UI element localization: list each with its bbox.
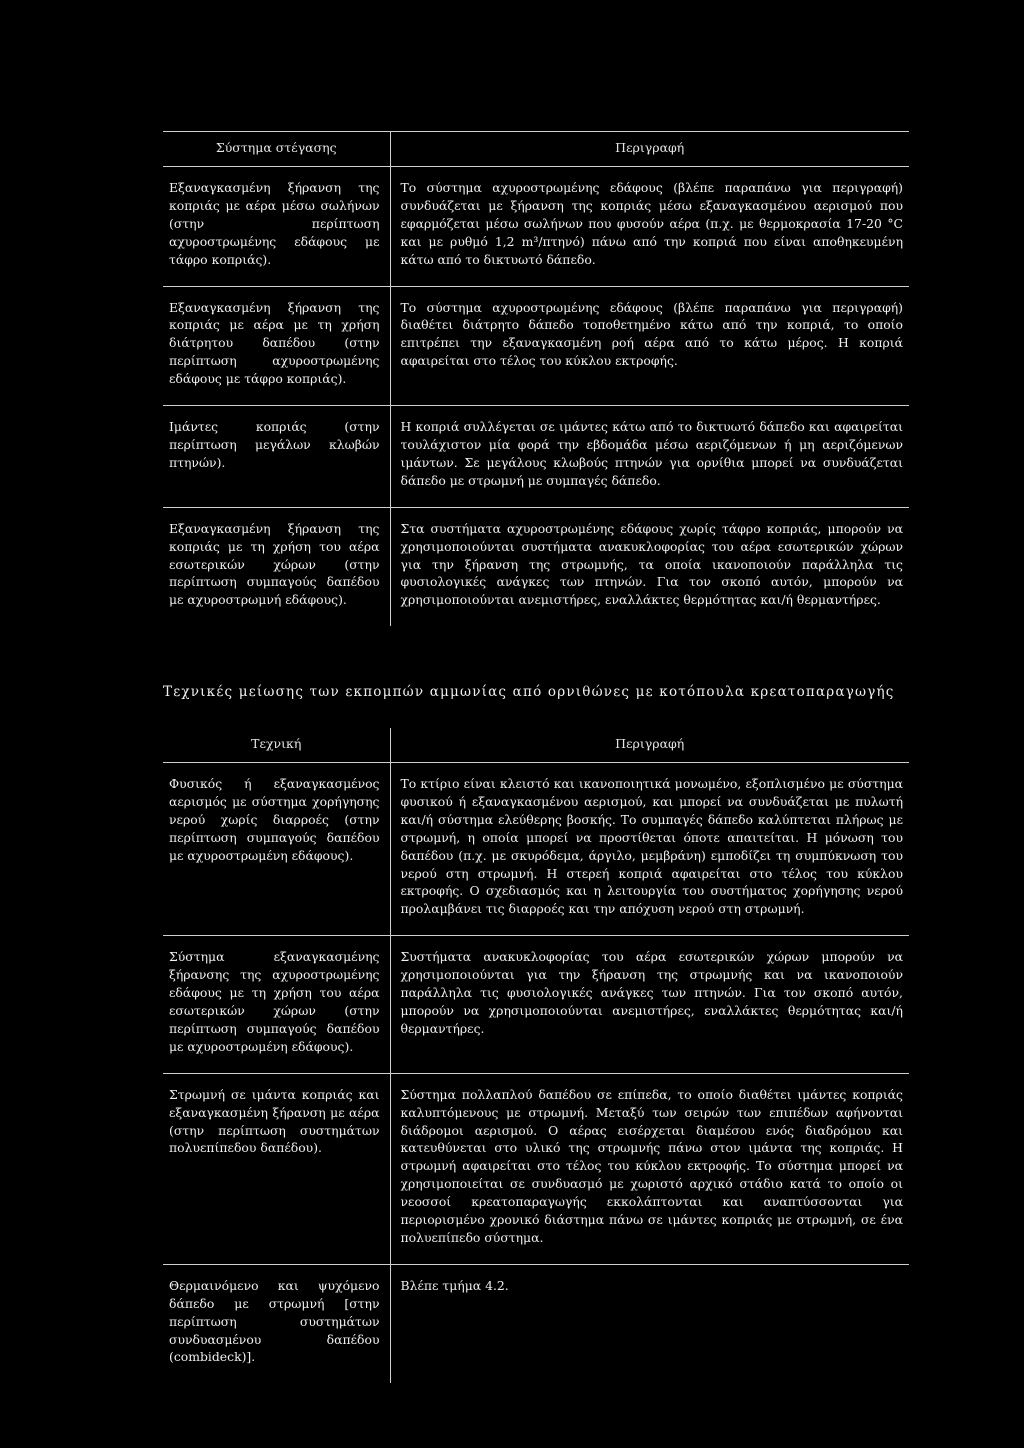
technique-cell: Στρωμνή σε ιμάντα κοπριάς και εξαναγκασμένη ξήρανση με αέρα (στην περίπτωση συστημάτων πολυεπίπεδου δαπέδου).	[163, 1073, 390, 1264]
column-header-housing-system: Σύστημα στέγασης	[163, 132, 390, 167]
column-header-technique: Τεχνική	[163, 728, 390, 763]
broiler-techniques-table	[163, 728, 909, 1383]
housing-systems-table	[163, 131, 909, 626]
description-cell: Το σύστημα αχυροστρωμένης εδάφους (βλέπε παραπάνω για περιγραφή) διαθέτει διάτρητο δάπεδο τοποθετημένο κάτω από την κοπριά, το οποίο επιτρέπει την εξαναγκασμένη ροή αέρα από το κάτω μέρος. Η κοπριά αφαιρείται στο τέλος του κύκλου εκτροφής.	[390, 286, 909, 406]
description-cell: Συστήματα ανακυκλοφορίας του αέρα εσωτερικών χώρων μπορούν να χρησιμοποιούνται για την ξήρανση της στρωμνής και να ικανοποιούν παράλληλα τις φυσιολογικές ανάγκες των πτηνών. Για τον σκοπό αυτόν, μπορούν να χρησιμοποιούνται ανεμιστήρες, εναλλάκτες θερμότητας και/ή θερμαντήρες.	[390, 936, 909, 1073]
table-header-row	[163, 132, 909, 167]
technique-cell: Θερμαινόμενο και ψυχόμενο δάπεδο με στρωμνή [στην περίπτωση συστημάτων συνδυασμένου δαπέδου (combideck)].	[163, 1264, 390, 1383]
table-row	[163, 936, 909, 1073]
table-row	[163, 1264, 909, 1383]
section-title: Τεχνικές μείωσης των εκπομπών αμμωνίας από ορνιθώνες με κοτόπουλα κρεατοπαραγωγής	[163, 684, 895, 700]
description-cell: Σύστημα πολλαπλού δαπέδου σε επίπεδα, το οποίο διαθέτει ιμάντες κοπριάς καλυπτόμενους με στρωμνή. Μεταξύ των σειρών των επιπέδων αφήνονται διάδρομοι αερισμού. Ο αέρας εισέρχεται διαμέσου ενός διαδρόμου και κατευθύνεται στο υλικό της στρωμνής πάνω στον ιμάντα της κοπριάς. Η στρωμνή αφαιρείται στο τέλος του κύκλου εκτροφής. Το σύστημα μπορεί να χρησιμοποιείται σε συνδυασμό με χωριστό αρχικό στάδιο κατά το οποίο οι νεοσσοί κρεατοπαραγωγής εκκολάπτονται και αναπτύσσονται για περιορισμένο χρονικό διάστημα πάνω σε ιμάντες κοπριάς με στρωμνή, σε ένα πολυεπίπεδο σύστημα.	[390, 1073, 909, 1264]
technique-cell: Φυσικός ή εξαναγκασμένος αερισμός με σύστημα χορήγησης νερού χωρίς διαρροές (στην περίπτωση συμπαγούς δαπέδου με αχυροστρωμένη εδάφους).	[163, 763, 390, 936]
table-row	[163, 286, 909, 406]
technique-cell: Ιμάντες κοπριάς (στην περίπτωση μεγάλων κλωβών πτηνών).	[163, 406, 390, 508]
description-cell: Βλέπε τμήμα 4.2.	[400, 1277, 509, 1293]
description-cell: Το κτίριο είναι κλειστό και ικανοποιητικά μονωμένο, εξοπλισμένο με σύστημα φυσικού ή εξαναγκασμένου αερισμού, και μπορεί να συνδυάζεται με πυλωτή και/ή σύστημα ελεύθερης βοσκής. Το συμπαγές δάπεδο καλύπτεται πλήρως με στρωμνή, η οποία μπορεί να προστίθεται όποτε απαιτείται. Η μόνωση του δαπέδου (π.χ. με σκυρόδεμα, άργιλο, μεμβράνη) εμποδίζει τη συμπύκνωση του νερού στη στρωμνή. Η στερεή κοπριά αφαιρείται στο τέλος του κύκλου εκτροφής. Ο σχεδιασμός και η λειτουργία του συστήματος χορήγησης νερού προλαμβάνει τις διαρροές και την απόχυση νερού στη στρωμνή.	[390, 763, 909, 936]
description-cell: Το σύστημα αχυροστρωμένης εδάφους (βλέπε παραπάνω για περιγραφή) συνδυάζεται με ξήρανση της κοπριάς μέσω εξαναγκασμένου αερισμού που εφαρμόζεται μέσω σωλήνων που φυσούν αέρα (π.χ. με θερμοκρασία 17-20 °C και με ρυθμό 1,2 m³/πτηνό) πάνω από την κοπριά που είναι αποθηκευμένη κάτω από το δικτυωτό δάπεδο.	[390, 167, 909, 287]
technique-cell: Σύστημα εξαναγκασμένης ξήρανσης της αχυροστρωμένης εδάφους με τη χρήση του αέρα εσωτερικών χώρων (στην περίπτωση συμπαγούς δαπέδου με αχυροστρωμένη εδάφους).	[163, 936, 390, 1073]
technique-cell: Εξαναγκασμένη ξήρανση της κοπριάς με αέρα μέσω σωλήνων (στην περίπτωση αχυροστρωμένης εδάφους με τάφρο κοπριάς).	[163, 167, 390, 287]
table-row	[163, 507, 909, 626]
description-cell: Στα συστήματα αχυροστρωμένης εδάφους χωρίς τάφρο κοπριάς, μπορούν να χρησιμοποιούνται συστήματα ανακυκλοφορίας του αέρα εσωτερικών χώρων για την ξήρανση της στρωμνής, τα οποία ικανοποιούν παράλληλα τις φυσιολογικές ανάγκες των πτηνών. Για τον σκοπό αυτόν, μπορούν να χρησιμοποιούνται ανεμιστήρες, εναλλάκτες θερμότητας και/ή θερμαντήρες.	[400, 520, 903, 608]
column-header-description: Περιγραφή	[390, 728, 909, 763]
table-row	[163, 406, 909, 508]
column-header-description: Περιγραφή	[390, 132, 909, 167]
technique-cell: Εξαναγκασμένη ξήρανση της κοπριάς με τη χρήση του αέρα εσωτερικών χώρων (στην περίπτωση συμπαγούς δαπέδου με αχυροστρωμνή εδάφους).	[163, 507, 390, 626]
table-row	[163, 763, 909, 936]
technique-cell: Εξαναγκασμένη ξήρανση της κοπριάς με αέρα με τη χρήση διάτρητου δαπέδου (στην περίπτωση αχυροστρωμένης εδάφους με τάφρο κοπριάς).	[163, 286, 390, 406]
table-header-row	[163, 728, 909, 763]
table-row	[163, 167, 909, 287]
description-cell: Η κοπριά συλλέγεται σε ιμάντες κάτω από το δικτυωτό δάπεδο και αφαιρείται τουλάχιστον μία φορά την εβδομάδα μέσω αεριζόμενων ή μη αεριζόμενων ιμάντων. Σε μεγάλους κλωβούς πτηνών για ορνίθια μπορεί να συνδυάζεται δάπεδο με στρωμνή με συμπαγές δάπεδο.	[390, 406, 909, 508]
table-row	[163, 1073, 909, 1264]
